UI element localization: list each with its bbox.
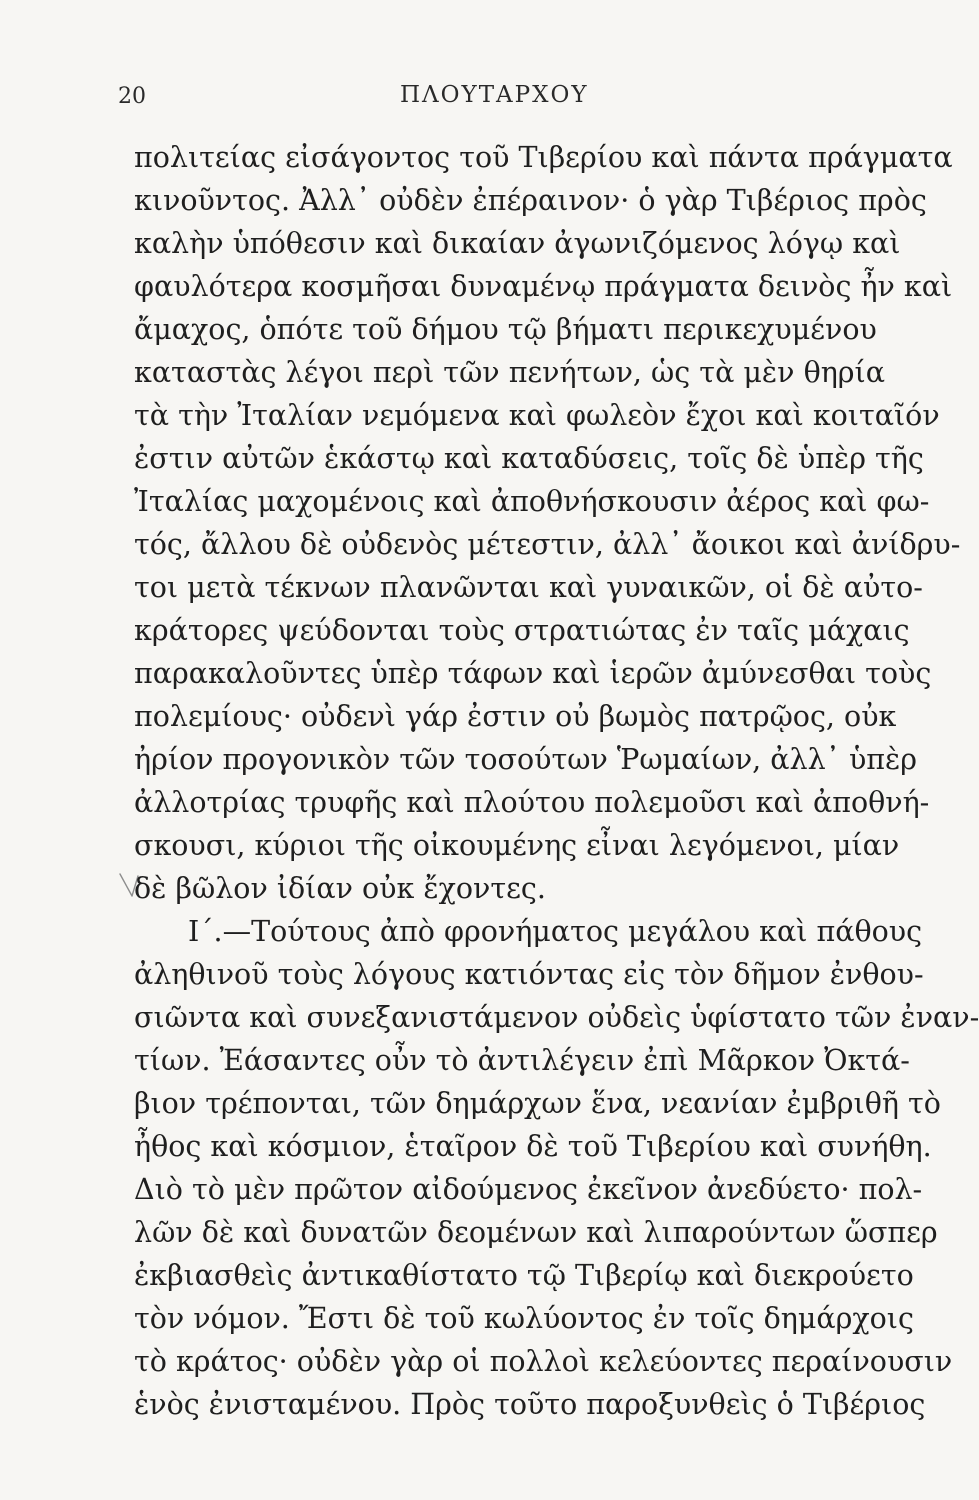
text-line: κινοῦντος. Ἀλλ᾽ οὐδὲν ἐπέραινον· ὁ γὰρ Τιβέριος πρὸς — [134, 184, 927, 217]
text-line: παρακαλοῦντες ὑπὲρ τάφων καὶ ἱερῶν ἀμύνεσθαι τοὺς — [134, 657, 932, 690]
text-line: τὰ τὴν Ἰταλίαν νεμόμενα καὶ φωλεὸν ἔχοι καὶ κοιταῖόν — [134, 399, 940, 432]
text-line: τοι μετὰ τέκνων πλανῶνται καὶ γυναικῶν, οἱ δὲ αὐτο- — [134, 571, 923, 604]
text-line: φαυλότερα κοσμῆσαι δυναμένῳ πράγματα δεινὸς ἦν καὶ — [134, 270, 953, 303]
text-line: Ἰταλίας μαχομένοις καὶ ἀποθνήσκουσιν ἀέρος καὶ φω- — [134, 485, 930, 518]
text-line: καλὴν ὑπόθεσιν καὶ δικαίαν ἀγωνιζόμενος λόγῳ καὶ — [134, 227, 901, 260]
text-line: ἑνὸς ἐνισταμένου. Πρὸς τοῦτο παροξυνθεὶς ὁ Τιβέριος — [134, 1388, 926, 1421]
text-line: ἐστιν αὐτῶν ἑκάστῳ καὶ καταδύσεις, τοῖς δὲ ὑπὲρ τῆς — [134, 442, 924, 475]
text-line: Διὸ τὸ μὲν πρῶτον αἰδούμενος ἐκεῖνον ἀνεδύετο· πολ- — [134, 1173, 923, 1206]
text-line: ἄμαχος, ὁπότε τοῦ δήμου τῷ βήματι περικεχυμένου — [134, 313, 877, 346]
text-line: τὸ κράτος· οὐδὲν γὰρ οἱ πολλοὶ κελεύοντες περαίνουσιν — [134, 1345, 953, 1378]
text-line: πολιτείας εἰσάγοντος τοῦ Τιβερίου καὶ πάντα πράγματα — [134, 141, 953, 174]
text-line: δὲ βῶλον ἰδίαν οὐκ ἔχοντες. — [134, 872, 546, 905]
section-heading-line: Ι΄.—Τούτους ἀπὸ φρονήματος μεγάλου καὶ πάθους — [188, 915, 923, 948]
text-line: σιῶντα καὶ συνεξανιστάμενον οὐδεὶς ὑφίστατο τῶν ἐναν- — [134, 1001, 979, 1034]
text-line: σκουσι, κύριοι τῆς οἰκουμένης εἶναι λεγόμενοι, μίαν — [134, 829, 900, 862]
text-line: βιον τρέπονται, τῶν δημάρχων ἕνα, νεανίαν ἐμβριθῆ τὸ — [134, 1087, 941, 1120]
text-line: ἐκβιασθεὶς ἀντικαθίστατο τῷ Τιβερίῳ καὶ διεκρούετο — [134, 1259, 914, 1292]
text-line: κράτορες ψεύδονται τοὺς στρατιώτας ἐν ταῖς μάχαις — [134, 614, 910, 647]
text-line: ἦθος καὶ κόσμιον, ἑταῖρον δὲ τοῦ Τιβερίου καὶ συνήθη. — [134, 1130, 932, 1163]
text-line: τίων. Ἐάσαντες οὖν τὸ ἀντιλέγειν ἐπὶ Μᾶρκον Ὀκτά- — [134, 1044, 910, 1077]
text-line: τὸν νόμον. Ἔστι δὲ τοῦ κωλύοντος ἐν τοῖς δημάρχοις — [134, 1302, 914, 1335]
text-line: λῶν δὲ καὶ δυνατῶν δεομένων καὶ λιπαρούντων ὥσπερ — [134, 1216, 938, 1249]
page-header — [118, 78, 878, 118]
page-number: 20 — [118, 84, 146, 109]
text-line: πολεμίους· οὐδενὶ γάρ ἐστιν οὐ βωμὸς πατρῷος, οὐκ — [134, 700, 897, 733]
text-line: καταστὰς λέγοι περὶ τῶν πενήτων, ὡς τὰ μὲν θηρία — [134, 356, 885, 389]
text-line: ἠρίον προγονικὸν τῶν τοσούτων Ῥωμαίων, ἀλλ᾽ ὑπὲρ — [134, 743, 918, 776]
running-title: ΠΛΟΥΤΑΡΧΟΥ — [400, 82, 589, 108]
text-line: ἀλλοτρίας τρυφῆς καὶ πλούτου πολεμοῦσι καὶ ἀποθνή- — [134, 786, 930, 819]
text-line: τός, ἄλλου δὲ οὐδενὸς μέτεστιν, ἀλλ᾽ ἄοικοι καὶ ἀνίδρυ- — [134, 528, 961, 561]
body-text — [134, 136, 979, 1426]
text-line: ἀληθινοῦ τοὺς λόγους κατιόντας εἰς τὸν δῆμον ἐνθου- — [134, 958, 924, 991]
